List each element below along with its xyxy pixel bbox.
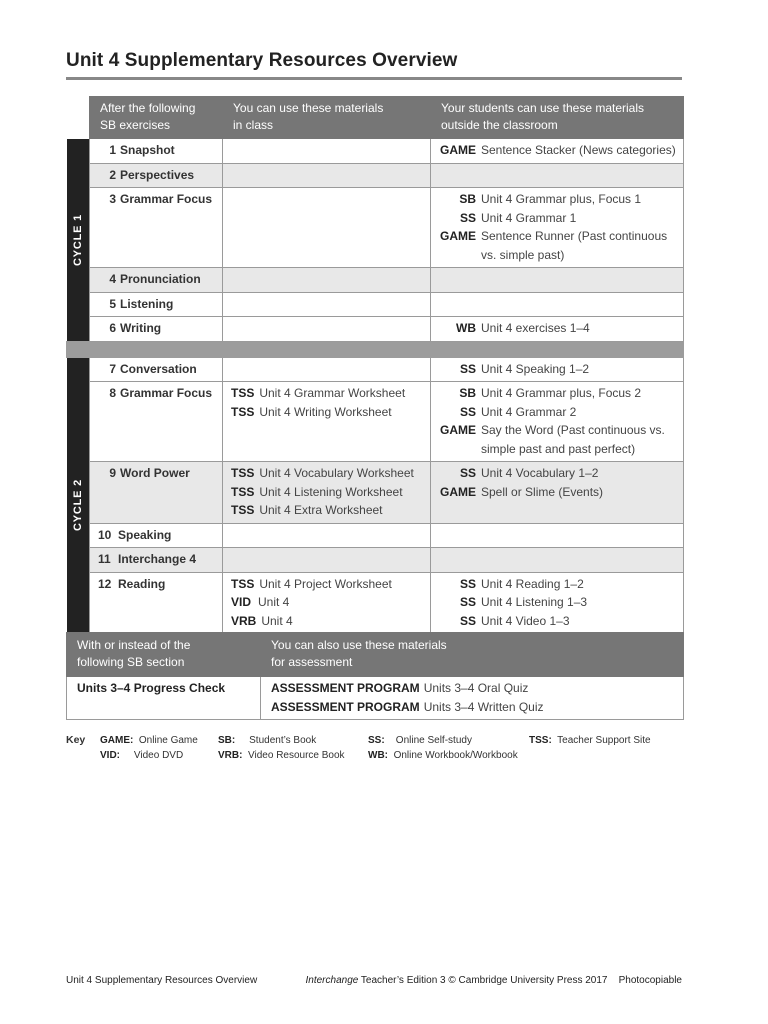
exercise-cell <box>90 163 223 188</box>
resource-code: SS <box>459 404 476 419</box>
separator-cell <box>67 341 684 357</box>
resource-line <box>439 384 677 403</box>
assessment-header <box>67 633 684 677</box>
resource-code: GAME <box>440 143 476 157</box>
cycle-1-band-label: CYCLE 1 <box>71 213 84 266</box>
resource-code: ASSESSMENT PROGRAM <box>271 681 420 695</box>
resource-text: Unit 4 Reading 1–2 <box>481 576 584 591</box>
exercise-name: Listening <box>120 296 174 311</box>
exercise-name: Reading <box>118 576 166 591</box>
resource-text: Unit 4 Project Worksheet <box>259 576 392 591</box>
header-spacer <box>67 97 90 139</box>
exercise-name: Writing <box>120 321 162 335</box>
resource-line <box>231 384 424 403</box>
outside-class-cell <box>431 139 684 164</box>
exercise-cell <box>90 292 223 317</box>
resource-code: TSS <box>231 503 255 517</box>
resource-line <box>231 464 424 483</box>
resources-table <box>66 96 684 653</box>
table-row <box>67 188 684 268</box>
resource-line <box>271 679 673 698</box>
resource-line <box>439 593 677 612</box>
resource-code: WB <box>456 321 476 335</box>
resource-text: Unit 4 Grammar 1 <box>481 210 577 225</box>
cycle-1-band <box>67 139 90 342</box>
header-outside-class-text: Your students can use these materials outside the classroom <box>441 101 645 132</box>
resource-line <box>231 483 424 502</box>
resource-code: SS <box>459 595 476 609</box>
resource-line <box>439 360 677 379</box>
header-exercises-text: After the following SB exercises <box>100 101 196 132</box>
footer-left: Unit 4 Supplementary Resources Overview <box>66 975 258 986</box>
exercise-number: 6 <box>109 321 116 335</box>
resource-text: Unit 4 <box>261 613 293 628</box>
in-class-cell <box>223 268 431 293</box>
cycle-2-band <box>67 357 90 652</box>
resource-code: SS <box>459 210 476 225</box>
resource-code: SS <box>459 361 476 376</box>
table-row <box>67 382 684 462</box>
resource-line <box>231 612 424 631</box>
resource-line <box>439 141 677 160</box>
exercise-cell <box>90 317 223 342</box>
exercise-number: 4 <box>109 272 116 286</box>
resource-line <box>439 319 677 338</box>
header-sb-section-text: With or instead of the following SB section <box>77 638 191 669</box>
resource-line <box>439 403 677 422</box>
resource-code: SS <box>459 576 476 591</box>
table-row <box>67 268 684 293</box>
key-item: SS: Online Self-study <box>368 735 472 746</box>
key-item: TSS: Teacher Support Site <box>529 735 651 746</box>
exercise-number: 8 <box>109 386 116 400</box>
outside-class-cell <box>431 163 684 188</box>
outside-class-cell <box>431 292 684 317</box>
exercise-name: Snapshot <box>120 143 175 157</box>
resource-line <box>231 593 424 612</box>
resource-line <box>439 464 677 483</box>
in-class-cell <box>223 382 431 462</box>
exercise-name: Perspectives <box>120 167 195 182</box>
resource-text: Say the Word (Past continuous vs. simple past and past perfect) <box>481 423 665 456</box>
table-row <box>67 357 684 382</box>
resource-text: Unit 4 Writing Worksheet <box>259 404 392 419</box>
outside-class-cell <box>431 317 684 342</box>
resource-text: Unit 4 Grammar Worksheet <box>259 386 406 400</box>
header-outside-class <box>431 97 684 139</box>
resource-line <box>439 575 677 594</box>
resource-code: VID <box>231 595 252 609</box>
exercise-cell <box>90 188 223 268</box>
key-item: VID: Video DVD <box>100 750 184 761</box>
table-row <box>67 523 684 548</box>
resource-text: Sentence Stacker (News categories) <box>481 143 676 157</box>
in-class-cell <box>223 139 431 164</box>
table-row <box>67 139 684 164</box>
cycle-2-band-label: CYCLE 2 <box>71 478 84 531</box>
resource-code: VRB <box>231 613 257 628</box>
exercise-name: Interchange 4 <box>118 552 197 566</box>
resource-text: Unit 4 Vocabulary Worksheet <box>259 466 414 480</box>
exercise-name: Speaking <box>118 527 172 542</box>
page-title: Unit 4 Supplementary Resources Overview <box>66 50 458 71</box>
table-header <box>67 97 684 139</box>
resource-code: GAME <box>440 423 476 437</box>
resource-text: Units 3–4 Oral Quiz <box>423 681 529 695</box>
outside-class-cell <box>431 382 684 462</box>
table-row <box>67 462 684 524</box>
exercise-cell <box>90 268 223 293</box>
resource-text: Sentence Runner (Past continuous vs. simple past) <box>481 229 668 262</box>
in-class-cell <box>223 163 431 188</box>
resource-code: TSS <box>231 404 255 419</box>
resource-line <box>439 209 677 228</box>
header-assessment-text: You can also use these materials for assessment <box>271 638 447 669</box>
resource-text: Unit 4 Listening 1–3 <box>481 595 588 609</box>
resource-line <box>231 575 424 594</box>
in-class-cell <box>223 523 431 548</box>
header-assessment <box>261 633 684 677</box>
exercise-name: Conversation <box>120 361 197 376</box>
progress-check-cell: Units 3–4 Progress Check <box>67 677 261 720</box>
key-item: SB: Student’s Book <box>218 735 317 746</box>
resource-line <box>439 612 677 631</box>
exercise-name: Word Power <box>120 466 190 480</box>
outside-class-cell <box>431 523 684 548</box>
exercise-name: Pronunciation <box>120 272 201 286</box>
resource-code: TSS <box>231 466 255 480</box>
exercise-cell <box>90 357 223 382</box>
exercise-name: Grammar Focus <box>120 192 213 206</box>
key-item: GAME: Online Game <box>100 735 198 746</box>
resource-code: TSS <box>231 386 255 400</box>
outside-class-cell <box>431 188 684 268</box>
resource-text: Unit 4 Vocabulary 1–2 <box>481 466 599 480</box>
exercise-cell <box>90 462 223 524</box>
exercise-number: 11 <box>98 552 111 566</box>
in-class-cell <box>223 317 431 342</box>
exercise-number: 10 <box>98 527 112 542</box>
header-exercises <box>90 97 223 139</box>
resource-line <box>439 190 677 209</box>
table-row <box>67 292 684 317</box>
resource-text: Unit 4 Grammar plus, Focus 1 <box>481 192 642 206</box>
resource-line <box>439 227 677 264</box>
in-class-cell <box>223 188 431 268</box>
exercise-number: 12 <box>98 576 112 591</box>
in-class-cell <box>223 292 431 317</box>
table-row <box>67 163 684 188</box>
resource-code: SS <box>459 613 476 628</box>
table-row <box>67 317 684 342</box>
resource-code: TSS <box>231 576 255 591</box>
exercise-cell <box>90 548 223 573</box>
exercise-cell <box>90 523 223 548</box>
resource-code: GAME <box>440 229 476 243</box>
resource-code: ASSESSMENT PROGRAM <box>271 699 420 714</box>
exercise-number: 5 <box>109 296 116 311</box>
resource-text: Spell or Slime (Events) <box>481 484 604 499</box>
outside-class-cell <box>431 548 684 573</box>
exercise-cell <box>90 382 223 462</box>
resource-code: SS <box>459 466 476 480</box>
resource-code: TSS <box>231 484 255 499</box>
assessment-materials-cell <box>261 677 684 720</box>
header-sb-section <box>67 633 261 677</box>
resource-code: SB <box>459 192 476 206</box>
title-divider <box>66 77 682 80</box>
outside-class-cell <box>431 268 684 293</box>
key-item: VRB: Video Resource Book <box>218 750 345 761</box>
outside-class-cell <box>431 357 684 382</box>
resource-text: Unit 4 Speaking 1–2 <box>481 361 590 376</box>
table-row <box>67 677 684 720</box>
in-class-cell <box>223 548 431 573</box>
key-item: WB: Online Workbook/Workbook <box>368 750 518 761</box>
footer-right: Interchange Teacher’s Edition 3 © Cambridge University Press 2017 Photocopiable <box>305 975 682 986</box>
exercise-number: 1 <box>109 143 116 157</box>
exercise-number: 9 <box>109 466 116 480</box>
in-class-cell <box>223 462 431 524</box>
exercise-number: 7 <box>109 361 116 376</box>
resource-text: Unit 4 Grammar 2 <box>481 404 577 419</box>
resource-text: Unit 4 Grammar plus, Focus 2 <box>481 386 642 400</box>
exercise-number: 3 <box>109 192 116 206</box>
key-label: Key <box>66 734 86 746</box>
exercise-number: 2 <box>109 167 116 182</box>
assessment-table <box>66 632 684 720</box>
exercise-cell <box>90 139 223 164</box>
table-row <box>67 548 684 573</box>
resource-text: Units 3–4 Written Quiz <box>423 699 544 714</box>
resource-line <box>439 483 677 502</box>
resource-line <box>271 698 673 717</box>
resource-text: Unit 4 <box>258 595 290 609</box>
resource-line <box>231 403 424 422</box>
in-class-cell <box>223 357 431 382</box>
resource-line <box>231 501 424 520</box>
header-in-class-text: You can use these materials in class <box>233 101 384 132</box>
outside-class-cell <box>431 462 684 524</box>
header-in-class <box>223 97 431 139</box>
cycle-separator <box>67 341 684 357</box>
resource-text: Unit 4 Listening Worksheet <box>259 484 403 499</box>
resource-line <box>439 421 677 458</box>
resource-text: Unit 4 exercises 1–4 <box>481 321 590 335</box>
resource-text: Unit 4 Extra Worksheet <box>259 503 383 517</box>
resource-text: Unit 4 Video 1–3 <box>481 613 570 628</box>
resource-code: GAME <box>440 484 476 499</box>
exercise-name: Grammar Focus <box>120 386 213 400</box>
resource-code: SB <box>459 386 476 400</box>
